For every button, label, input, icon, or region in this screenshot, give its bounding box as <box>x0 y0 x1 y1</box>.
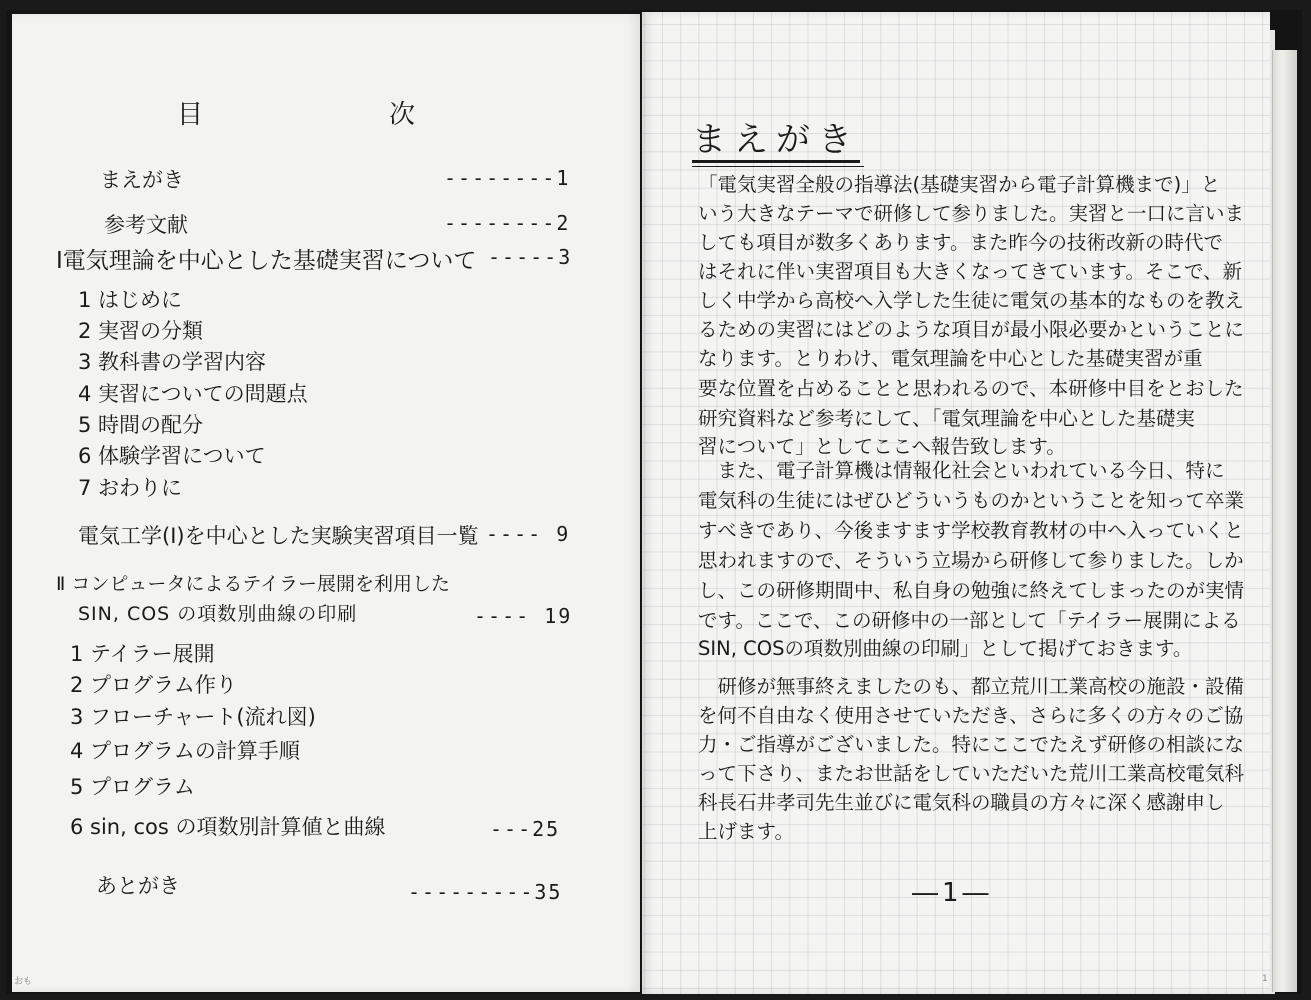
toc-subitem: 7 おわりに <box>78 476 183 500</box>
preface-title: まえがき <box>692 120 860 163</box>
book-spread <box>6 10 1302 994</box>
toc-title: 目 次 <box>176 100 495 130</box>
preface-line: るための実習にはどのような項目が最小限必要かということに <box>698 318 1245 341</box>
toc-leader-references: --------2 <box>444 211 571 235</box>
toc-section-2-line2: SIN, COS の項数別曲線の印刷 <box>78 603 358 625</box>
preface-line: 研究資料など参考にして、「電気理論を中心とした基礎実 <box>698 407 1195 430</box>
table-of-contents-page <box>12 14 640 992</box>
toc-leader-experiment-list: ---- 9 <box>486 522 571 546</box>
preface-line: です。ここで、この研修中の一部として「テイラー展開による <box>698 609 1241 632</box>
preface-line: 要な位置を占めることと思われるので、本研修中目をとおした <box>698 377 1244 400</box>
toc-item-experiment-list: 電気工学(Ⅰ)を中心とした実験実習項目一覧 <box>78 524 479 548</box>
toc-item-afterword: あとがき <box>96 874 180 898</box>
toc-subitem: 4 実習についての問題点 <box>78 382 308 406</box>
margin-mark-right: 1 <box>1262 974 1268 984</box>
preface-line: って下さり、またお世話をしていただいた荒川工業高校電気科 <box>698 762 1245 785</box>
toc-subitem: 5 プログラム <box>70 775 195 799</box>
preface-line: を何不自由なく使用させていただき、さらに多くの方々のご協 <box>698 704 1244 727</box>
preface-line: すべきであり、今後ますます学校教育教材の中へ入っていくと <box>698 519 1244 542</box>
toc-subitem: 6 sin, cos の項数別計算値と曲線 <box>70 815 386 839</box>
toc-subitem: 1 はじめに <box>78 288 183 312</box>
toc-leader-curves: ---25 <box>490 817 561 841</box>
toc-subitem: 3 フローチャート(流れ図) <box>70 705 316 729</box>
preface-line: 力・ご指導がございました。特にここでたえず研修の相談にな <box>698 733 1245 756</box>
toc-subitem: 1 テイラー展開 <box>70 642 215 666</box>
preface-line: しても項目が数多くあります。また昨今の技術改新の時代で <box>698 231 1223 254</box>
preface-line: はそれに伴い実習項目も大きくなってきています。そこで、新 <box>698 260 1243 283</box>
preface-line: し、この研修期間中、私自身の勉強に終えてしまったのが実情 <box>698 579 1245 602</box>
preface-page <box>642 12 1270 994</box>
toc-section-1: Ⅰ電気理論を中心とした基礎実習について <box>56 248 477 274</box>
toc-leader-section-2: ---- 19 <box>474 604 573 628</box>
toc-section-2-line1: Ⅱ コンピュータによるテイラー展開を利用した <box>56 573 451 595</box>
preface-line: また、電子計算機は情報化社会といわれている今日、特に <box>698 459 1225 482</box>
preface-line: なります。とりわけ、電気理論を中心とした基礎実習が重 <box>698 347 1203 370</box>
toc-leader-section-1: -----3 <box>488 245 573 269</box>
toc-subitem: 2 プログラム作り <box>70 673 237 697</box>
preface-line: 研修が無事終えましたのも、都立荒川工業高校の施設・設備 <box>698 675 1245 698</box>
preface-line: SIN, COSの項数別曲線の印刷」として掲げておきます。 <box>698 637 1193 660</box>
preface-line: 電気科の生徒にはぜひどういうものかということを知って卒業 <box>698 489 1245 512</box>
toc-item-preface: まえがき <box>100 168 184 192</box>
toc-leader-afterword: ---------35 <box>408 880 563 904</box>
toc-item-references: 参考文献 <box>104 213 188 237</box>
toc-subitem: 4 プログラムの計算手順 <box>70 739 300 763</box>
preface-line: 科長石井孝司先生並びに電気科の職員の方々に深く感謝申し <box>698 791 1225 814</box>
preface-line: いう大きなテーマで研修して参りました。実習と一口に言いま <box>698 202 1245 225</box>
margin-mark-left: おも <box>14 977 33 987</box>
preface-line: 習について」としてここへ報告致します。 <box>698 435 1066 458</box>
preface-line: 「電気実習全般の指導法(基礎実習から電子計算機まで)」と <box>698 173 1221 196</box>
toc-subitem: 3 教科書の学習内容 <box>78 350 267 374</box>
preface-line: 上げます。 <box>698 820 794 843</box>
preface-line: 思われますので、そういう立場から研修して参りました。しか <box>698 549 1244 572</box>
toc-subitem: 5 時間の配分 <box>78 413 204 437</box>
page-edges-outer <box>1272 50 1297 992</box>
toc-subitem: 6 体験学習について <box>78 444 266 468</box>
preface-line: しく中学から高校へ入学した生徒に電気の基本的なものを教え <box>698 289 1245 312</box>
page-number: ―1― <box>912 878 993 908</box>
toc-leader-preface: --------1 <box>444 166 571 190</box>
toc-subitem: 2 実習の分類 <box>78 319 204 343</box>
